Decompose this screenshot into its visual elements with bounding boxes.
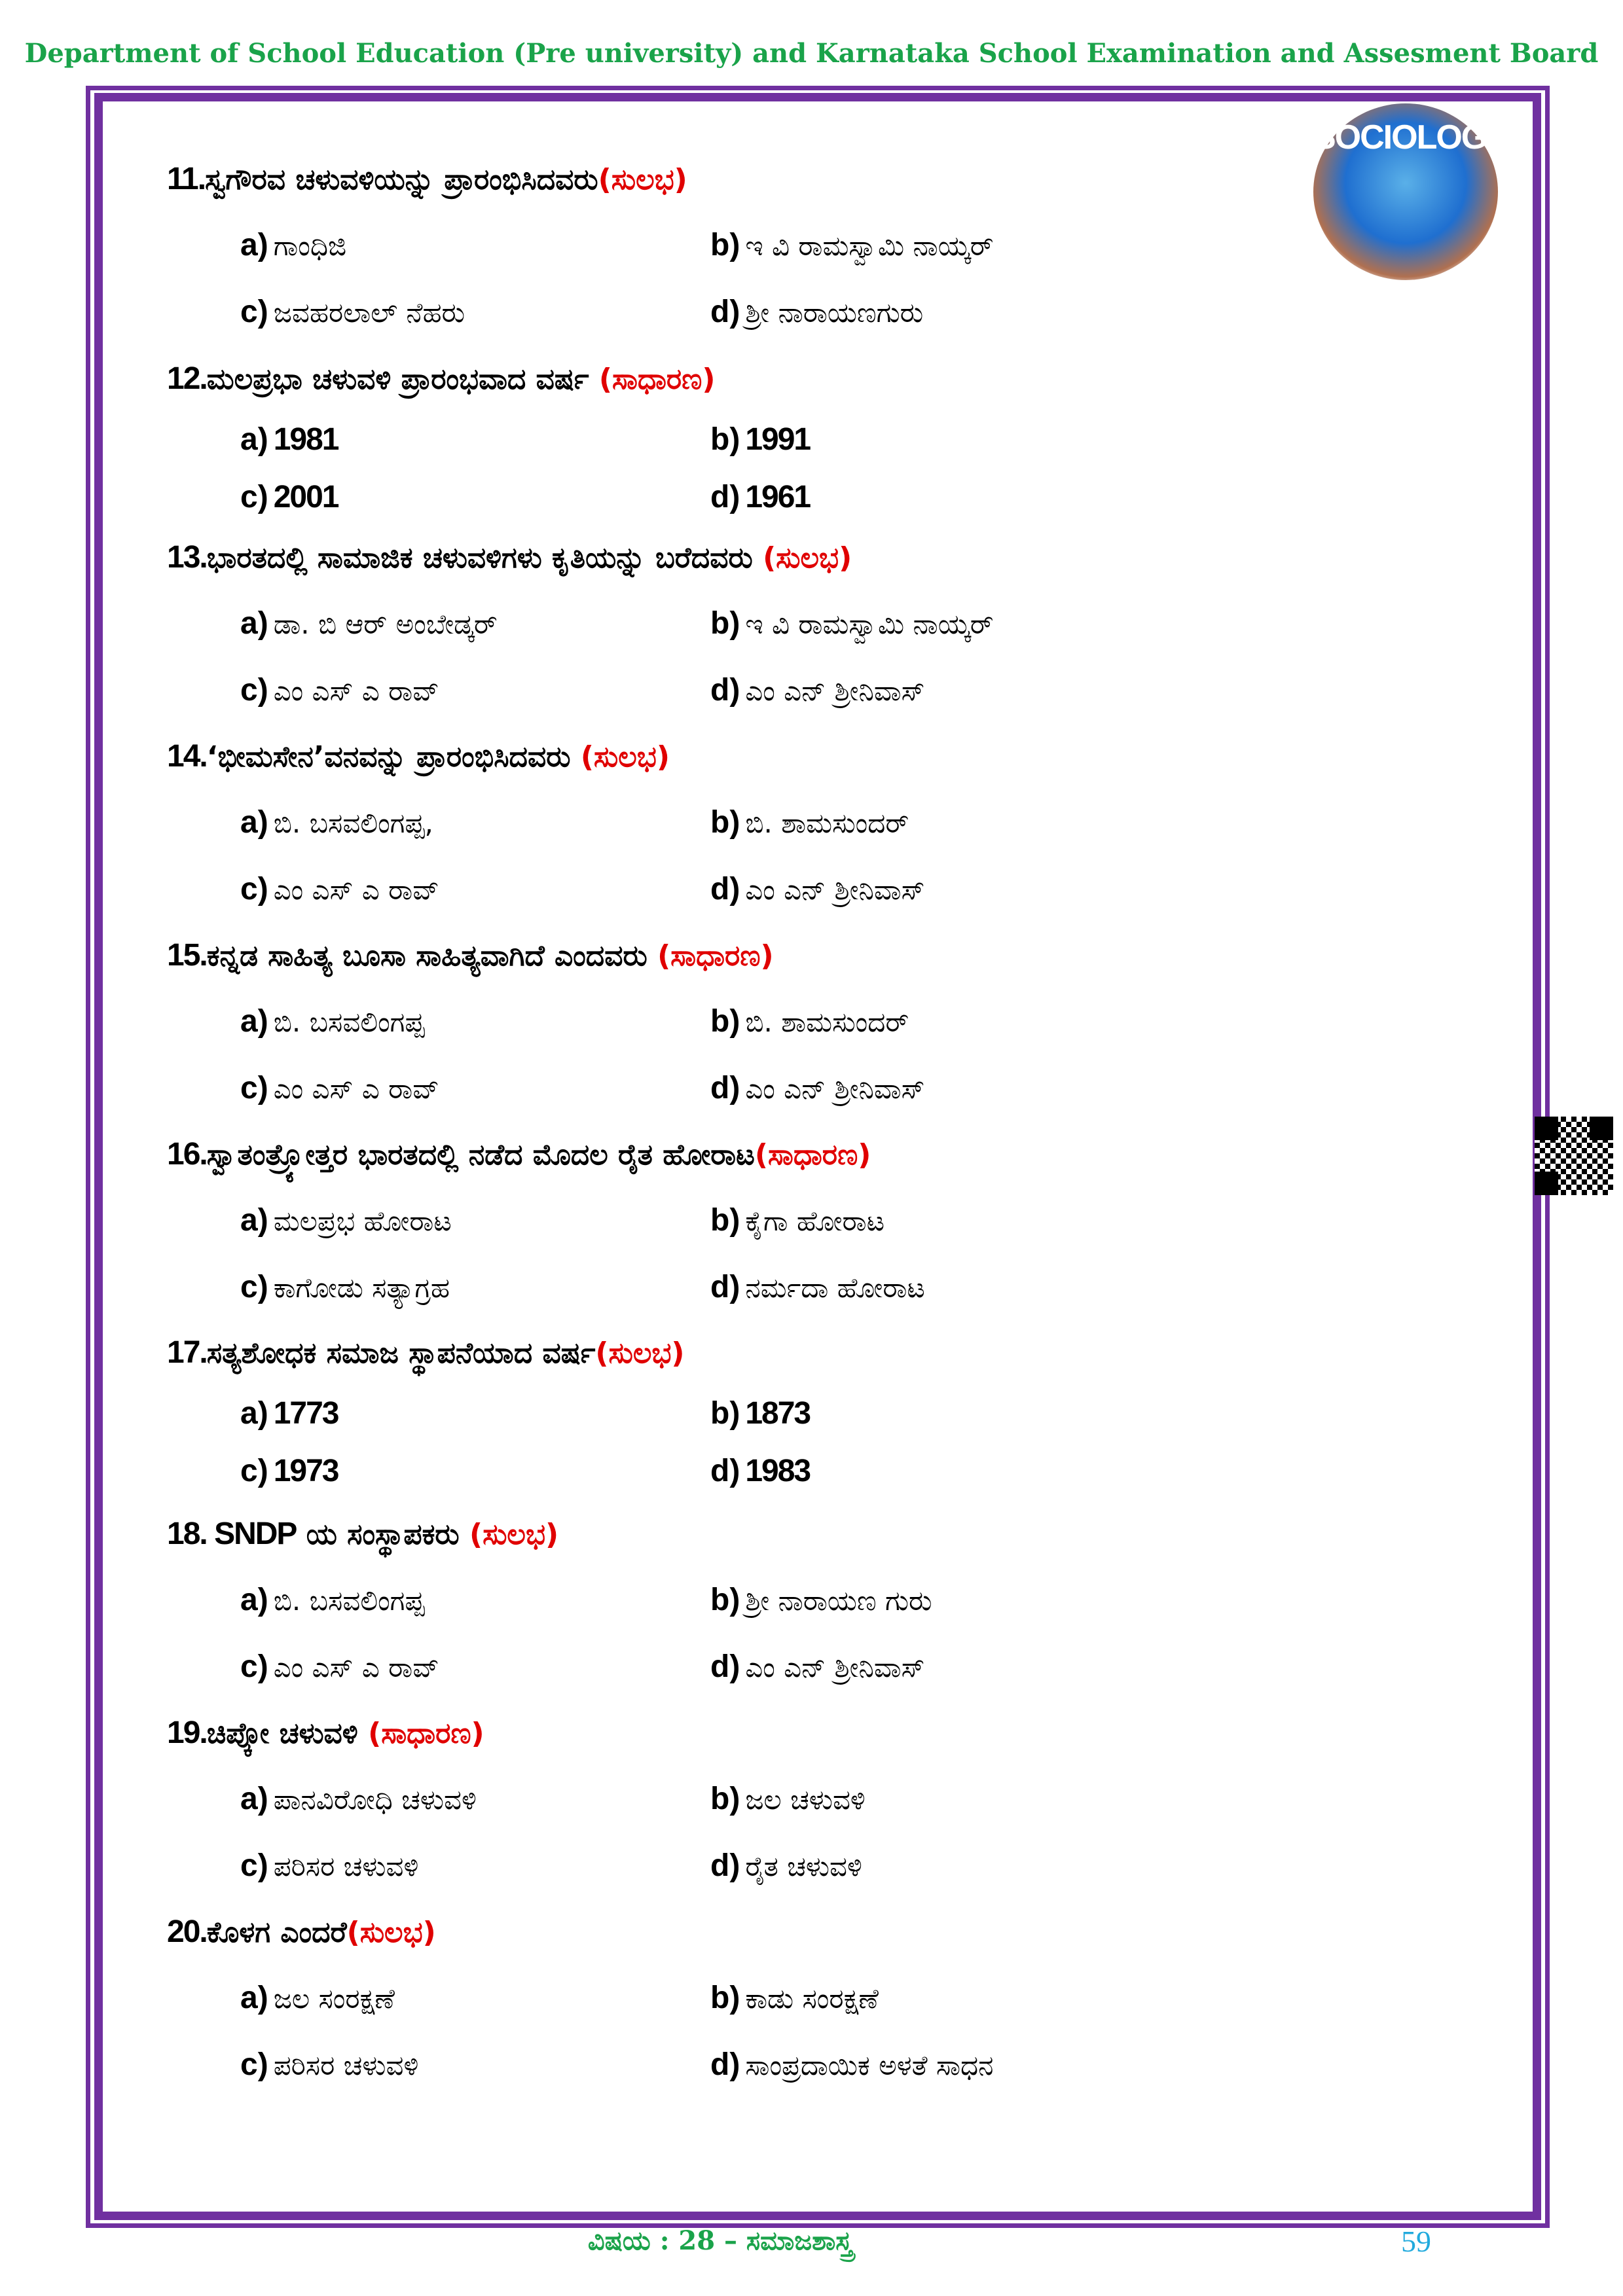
option-label: d) xyxy=(710,872,740,906)
question-14 xyxy=(167,741,670,772)
option-text: ಎಂ ಎನ್ ಶ್ರೀನಿವಾಸ್ xyxy=(745,874,925,906)
option-text: ಇ ವಿ ರಾಮಸ್ವಾಮಿ ನಾಯ್ಕರ್ xyxy=(745,230,994,262)
option-b xyxy=(710,1784,866,1815)
option-label: a) xyxy=(240,1203,268,1238)
option-d xyxy=(710,675,925,706)
question-number: 13. xyxy=(167,540,207,575)
option-label: b) xyxy=(710,1981,740,2015)
option-a xyxy=(240,1205,452,1236)
question-number: 16. xyxy=(167,1137,207,1172)
option-b xyxy=(710,1006,909,1037)
difficulty-tag: (ಸುಲಭ) xyxy=(580,740,670,774)
option-label: b) xyxy=(710,1782,740,1816)
option-text: ಪಾನವಿರೋಧಿ ಚಳುವಳಿ xyxy=(273,1784,477,1816)
option-d xyxy=(710,1073,925,1104)
option-d xyxy=(710,2049,994,2081)
question-number: 19. xyxy=(167,1715,207,1750)
question-15 xyxy=(167,940,774,971)
document-header: Department of School Education (Pre university) and Karnataka School Examination and Assesment Board xyxy=(24,38,1599,69)
option-d xyxy=(710,482,810,513)
question-20 xyxy=(167,1916,436,1948)
option-text: ಬಿ. ಬಸವಲಿಂಗಪ್ಪ xyxy=(273,1006,425,1038)
option-label: b) xyxy=(710,1396,740,1431)
option-label: d) xyxy=(710,673,740,708)
option-label: b) xyxy=(710,1203,740,1238)
question-text: ಮಲಪ್ರಭಾ ಚಳುವಳಿ ಪ್ರಾರಂಭವಾದ ವರ್ಷ xyxy=(206,363,599,396)
option-label: a) xyxy=(240,1981,268,2015)
option-text: ಸಾಂಪ್ರದಾಯಿಕ ಅಳತೆ ಸಾಧನ xyxy=(745,2049,994,2081)
option-c xyxy=(240,2049,418,2081)
option-text: ಪರಿಸರ ಚಳುವಳಿ xyxy=(273,2049,419,2081)
option-text: ಕಾಡು ಸಂರಕ್ಷಣೆ xyxy=(745,1982,879,2015)
option-text: ಜಲ ಸಂರಕ್ಷಣೆ xyxy=(273,1982,395,2015)
question-number: 15. xyxy=(167,938,207,973)
qr-code-icon xyxy=(1535,1117,1613,1195)
option-text: ಜಲ ಚಳುವಳಿ xyxy=(745,1784,866,1816)
option-text: ಎಂ ಎಸ್ ಎ ರಾವ್ xyxy=(273,874,439,906)
difficulty-tag: (ಸುಲಭ) xyxy=(469,1518,559,1551)
option-label: d) xyxy=(710,480,740,514)
option-label: a) xyxy=(240,422,268,457)
option-label: c) xyxy=(240,673,268,708)
difficulty-tag: (ಸುಲಭ) xyxy=(346,1916,436,1949)
option-d xyxy=(710,1456,810,1487)
option-a xyxy=(240,1784,477,1815)
option-label: b) xyxy=(710,606,740,641)
sociology-logo-image xyxy=(1313,103,1508,280)
difficulty-tag: (ಸಾಧಾರಣ) xyxy=(368,1717,484,1750)
option-text: ಬಿ. ಬಸವಲಿಂಗಪ್ಪ, xyxy=(273,807,433,839)
option-a xyxy=(240,807,433,838)
option-label: a) xyxy=(240,228,268,262)
option-text: 1773 xyxy=(273,1396,338,1431)
option-text: ಮಲಪ್ರಭ ಹೋರಾಟ xyxy=(273,1205,452,1237)
question-16 xyxy=(167,1139,871,1170)
option-b xyxy=(710,230,994,261)
option-c xyxy=(240,1850,418,1882)
option-a xyxy=(240,1585,425,1616)
difficulty-tag: (ಸಾಧಾರಣ) xyxy=(657,939,774,973)
option-label: d) xyxy=(710,1071,740,1105)
option-c xyxy=(240,1456,338,1487)
option-text: 1973 xyxy=(273,1454,338,1488)
option-label: b) xyxy=(710,805,740,840)
option-label: d) xyxy=(710,1848,740,1883)
option-label: a) xyxy=(240,1004,268,1039)
page-number: 59 xyxy=(1401,2225,1431,2258)
difficulty-tag: (ಸುಲಭ) xyxy=(595,1336,685,1370)
option-label: d) xyxy=(710,1649,740,1684)
option-text: ನರ್ಮದಾ ಹೋರಾಟ xyxy=(745,1272,925,1304)
question-number: 14. xyxy=(167,739,207,774)
question-11 xyxy=(167,164,687,195)
option-d xyxy=(710,1651,925,1683)
difficulty-tag: (ಸಾಧಾರಣ) xyxy=(598,363,716,396)
option-text: 1991 xyxy=(745,422,811,457)
option-a xyxy=(240,424,338,456)
option-text: 1873 xyxy=(745,1396,811,1431)
option-b xyxy=(710,1205,884,1236)
option-label: c) xyxy=(240,480,268,514)
option-label: d) xyxy=(710,1270,740,1304)
option-text: ಕೈಗಾ ಹೋರಾಟ xyxy=(745,1205,884,1237)
question-text: ಯ ಸಂಸ್ಥಾಪಕರು xyxy=(296,1518,469,1551)
question-number: 20. xyxy=(167,1914,207,1949)
option-text: ರೈತ ಚಳುವಳಿ xyxy=(745,1850,862,1882)
option-c xyxy=(240,482,338,513)
option-label: a) xyxy=(240,1583,268,1617)
option-label: d) xyxy=(710,295,740,329)
footer-subject: ವಿಷಯ : 28 – ಸಮಾಜಶಾಸ್ತ್ರ xyxy=(587,2225,853,2256)
difficulty-tag: (ಸುಲಭ) xyxy=(763,541,852,575)
question-18 xyxy=(167,1518,558,1550)
question-text: ಭಾರತದಲ್ಲಿ ಸಾಮಾಜಿಕ ಚಳುವಳಿಗಳು ಕೃತಿಯನ್ನು ಬರೆದವರು xyxy=(206,541,763,575)
option-label: b) xyxy=(710,422,740,457)
question-13 xyxy=(167,542,852,573)
option-label: c) xyxy=(240,1649,268,1684)
question-text: ಕೊಳಗ ಎಂದರೆ xyxy=(206,1916,347,1949)
option-text: 2001 xyxy=(273,480,338,514)
option-label: c) xyxy=(240,1270,268,1304)
option-c xyxy=(240,874,439,905)
option-label: c) xyxy=(240,295,268,329)
option-label: b) xyxy=(710,228,740,262)
option-text: ಶ್ರೀ ನಾರಾಯಣಗುರು xyxy=(745,296,924,329)
question-text: ಸತ್ಯಶೋಧಕ ಸಮಾಜ ಸ್ಥಾಪನೆಯಾದ ವರ್ಷ xyxy=(206,1336,596,1370)
option-b xyxy=(710,608,994,639)
option-a xyxy=(240,1006,425,1037)
option-label: b) xyxy=(710,1004,740,1039)
question-number: 12. xyxy=(167,361,207,396)
option-text: ಶ್ರೀ ನಾರಾಯಣ ಗುರು xyxy=(745,1585,932,1617)
difficulty-tag: (ಸಾಧಾರಣ) xyxy=(754,1138,871,1172)
option-label: d) xyxy=(710,2047,740,2082)
question-17 xyxy=(167,1337,685,1369)
option-text: ಎಂ ಎನ್ ಶ್ರೀನಿವಾಸ್ xyxy=(745,675,925,707)
option-text: ಪರಿಸರ ಚಳುವಳಿ xyxy=(273,1850,419,1882)
question-number: 17. xyxy=(167,1335,207,1370)
option-d xyxy=(710,1850,862,1882)
option-text: 1983 xyxy=(745,1454,811,1488)
question-text: ಕನ್ನಡ ಸಾಹಿತ್ಯ ಬೂಸಾ ಸಾಹಿತ್ಯವಾಗಿದೆ ಎಂದವರು xyxy=(206,939,658,973)
option-b xyxy=(710,807,909,838)
option-a xyxy=(240,230,346,261)
option-text: ಬಿ. ಬಸವಲಿಂಗಪ್ಪ xyxy=(273,1585,425,1617)
option-text: ಕಾಗೋಡು ಸತ್ಯಾಗ್ರಹ xyxy=(273,1272,450,1304)
option-d xyxy=(710,1272,925,1303)
question-number: 18. SNDP xyxy=(167,1516,297,1551)
option-text: ಗಾಂಧಿಜಿ xyxy=(273,230,347,262)
option-label: a) xyxy=(240,1782,268,1816)
option-text: ಎಂ ಎಸ್ ಎ ರಾವ್ xyxy=(273,1073,439,1105)
option-text: ಜವಹರಲಾಲ್ ನೆಹರು xyxy=(273,296,465,329)
option-label: b) xyxy=(710,1583,740,1617)
option-c xyxy=(240,1651,439,1683)
option-label: c) xyxy=(240,1454,268,1488)
option-a xyxy=(240,608,498,639)
option-label: c) xyxy=(240,872,268,906)
option-b xyxy=(710,1982,879,2014)
option-text: ಎಂ ಎನ್ ಶ್ರೀನಿವಾಸ್ xyxy=(745,1651,925,1683)
option-label: a) xyxy=(240,606,268,641)
option-text: 1961 xyxy=(745,480,811,514)
option-text: ಡಾ. ಬಿ ಆರ್ ಅಂಬೇಡ್ಕರ್ xyxy=(273,608,498,640)
option-text: ಎಂ ಎಸ್ ಎ ರಾವ್ xyxy=(273,675,439,707)
question-number: 11. xyxy=(167,162,206,196)
option-c xyxy=(240,1073,439,1104)
option-text: 1981 xyxy=(273,422,338,457)
option-d xyxy=(710,874,925,905)
option-label: a) xyxy=(240,1396,268,1431)
option-text: ಎಂ ಎನ್ ಶ್ರೀನಿವಾಸ್ xyxy=(745,1073,925,1105)
option-label: a) xyxy=(240,805,268,840)
option-c xyxy=(240,296,465,328)
option-text: ಇ ವಿ ರಾಮಸ್ವಾಮಿ ನಾಯ್ಕರ್ xyxy=(745,608,994,640)
question-12 xyxy=(167,363,715,395)
option-b xyxy=(710,1585,932,1616)
question-text: ಚಿಪ್ಕೋ ಚಳುವಳಿ xyxy=(206,1717,369,1750)
question-text: ಸ್ವಗೌರವ ಚಳುವಳಿಯನ್ನು ಪ್ರಾರಂಭಿಸಿದವರು xyxy=(205,163,598,196)
option-a xyxy=(240,1398,338,1429)
question-19 xyxy=(167,1717,484,1749)
option-label: d) xyxy=(710,1454,740,1488)
option-text: ಬಿ. ಶಾಮಸುಂದರ್ xyxy=(745,1006,909,1038)
option-b xyxy=(710,424,810,456)
logo-text: SOCIOLOGY xyxy=(1313,118,1508,156)
option-label: c) xyxy=(240,2047,268,2082)
option-a xyxy=(240,1982,395,2014)
option-label: c) xyxy=(240,1848,268,1883)
option-c xyxy=(240,675,439,706)
option-text: ಎಂ ಎಸ್ ಎ ರಾವ್ xyxy=(273,1651,439,1683)
question-text: ‘ಭೀಮಸೇನ’ವನವನ್ನು ಪ್ರಾರಂಭಿಸಿದವರು xyxy=(206,740,581,774)
option-b xyxy=(710,1398,810,1429)
question-text: ಸ್ವಾತಂತ್ರ್ಯೋತ್ತರ ಭಾರತದಲ್ಲಿ ನಡೆದ ಮೊದಲ ರೈತ ಹೋರಾಟ xyxy=(206,1138,755,1172)
option-text: ಬಿ. ಶಾಮಸುಂದರ್ xyxy=(745,807,909,839)
difficulty-tag: (ಸುಲಭ) xyxy=(598,163,687,196)
option-d xyxy=(710,296,923,328)
option-label: c) xyxy=(240,1071,268,1105)
option-c xyxy=(240,1272,450,1303)
